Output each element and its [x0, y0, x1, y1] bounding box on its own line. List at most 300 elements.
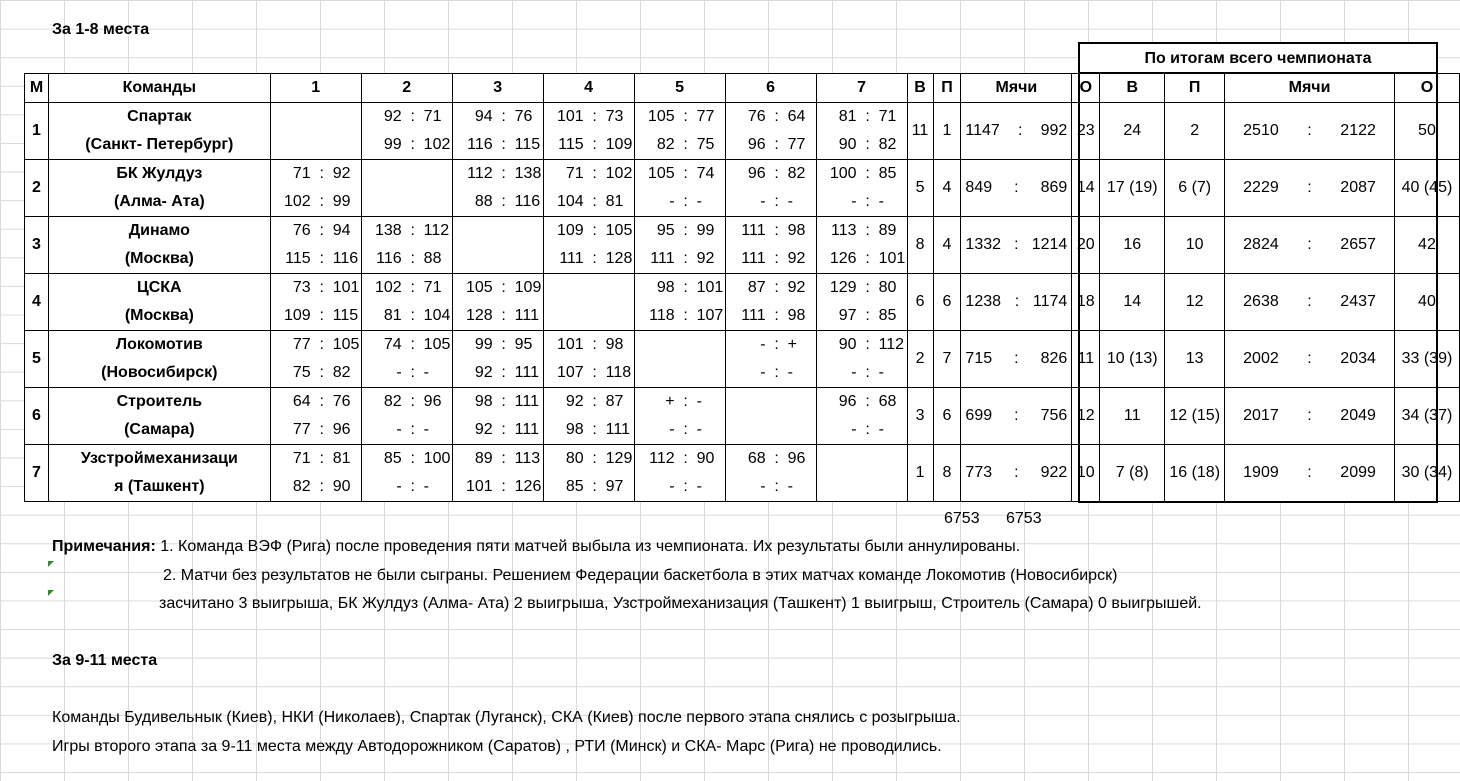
team-name-line-2: (Санкт- Петербург) [85, 136, 234, 153]
balls-for: 1238 [965, 293, 1002, 310]
match-score-cell [452, 388, 543, 445]
game-score: 105 : 109 [453, 274, 543, 302]
score-against: 92 [787, 250, 806, 267]
score-for: 98 [565, 421, 584, 438]
team-row [25, 160, 1460, 217]
game-score: 111 : 128 [544, 245, 634, 273]
score-against: - [696, 421, 702, 438]
header-m: М [25, 74, 49, 103]
balls-for: 849 [965, 179, 993, 196]
score-against: 87 [605, 393, 624, 410]
total-balls: 2824 : 2657 [1225, 217, 1395, 274]
score-against: 104 [423, 307, 451, 324]
score-against: 89 [878, 222, 897, 239]
score-for: - [851, 364, 857, 381]
match-score-cell [816, 274, 907, 331]
score-against: - [423, 421, 429, 438]
score-against: 96 [787, 450, 806, 467]
game-score: 128 : 111 [453, 302, 543, 330]
game-score: 82 : 96 [362, 388, 452, 416]
score-for: 90 [838, 336, 857, 353]
total-wins: 10 (13) [1100, 331, 1165, 388]
empty-self-cell [361, 160, 452, 217]
score-for: 104 [556, 193, 584, 210]
wins: 1 [907, 445, 933, 502]
score-for: 71 [292, 450, 311, 467]
place-number: 2 [25, 160, 49, 217]
total-balls: 1909 : 2099 [1225, 445, 1395, 502]
team-name-line-1: БК Жулдуз [116, 165, 203, 182]
score-against: 80 [878, 279, 897, 296]
total-balls: 2510 : 2122 [1225, 103, 1395, 160]
score-for: 116 [467, 136, 493, 153]
game-score: 116 : 88 [362, 245, 452, 273]
score-for: 95 [656, 222, 675, 239]
balls-against: 826 [1040, 350, 1068, 367]
score-for: 109 [283, 307, 311, 324]
total-balls-against: 2034 [1340, 350, 1376, 367]
score-against: 116 [514, 193, 541, 210]
match-score-cell [361, 274, 452, 331]
total-wins: 17 (19) [1100, 160, 1165, 217]
empty-self-cell [270, 103, 361, 160]
place-number: 6 [25, 388, 49, 445]
score-against: 109 [514, 279, 542, 296]
score-for: 112 [467, 165, 493, 182]
total-points: 33 (39) [1394, 331, 1459, 388]
score-for: 75 [292, 364, 311, 381]
score-against: 138 [514, 165, 542, 182]
score-against: - [878, 364, 884, 381]
wins: 6 [907, 274, 933, 331]
score-against: 74 [696, 165, 715, 182]
header-total-losses: П [1165, 74, 1225, 103]
match-score-cell [725, 331, 816, 388]
game-score: 80 : 129 [544, 445, 634, 473]
game-score: 92 : 87 [544, 388, 634, 416]
score-against: 98 [787, 222, 806, 239]
score-against: 101 [878, 250, 906, 267]
place-number: 3 [25, 217, 49, 274]
score-against: 77 [787, 136, 806, 153]
match-score-cell [725, 274, 816, 331]
score-for: 92 [383, 108, 402, 125]
score-for: 90 [838, 136, 857, 153]
score-against: 82 [787, 165, 806, 182]
score-against: - [696, 393, 702, 410]
total-losses: 12 (15) [1165, 388, 1225, 445]
total-balls: 2229 : 2087 [1225, 160, 1395, 217]
cell-comment-marker [48, 561, 54, 567]
score-for: 77 [292, 336, 311, 353]
balls-for: 715 [965, 350, 993, 367]
total-points: 40 (45) [1394, 160, 1459, 217]
score-against: 112 [423, 222, 450, 239]
score-for: 92 [474, 421, 493, 438]
header-col-5: 5 [634, 74, 725, 103]
team-name [48, 217, 270, 274]
score-against: 113 [514, 450, 541, 467]
score-for: 101 [556, 336, 584, 353]
total-losses: 16 (18) [1165, 445, 1225, 502]
header-wins: В [907, 74, 933, 103]
game-score: 68 : 96 [726, 445, 816, 473]
score-for: 88 [474, 193, 493, 210]
match-score-cell [816, 331, 907, 388]
game-score: 99 : 102 [362, 131, 452, 159]
score-for: - [760, 478, 766, 495]
score-for: 68 [747, 450, 766, 467]
match-score-cell [361, 103, 452, 160]
losses: 7 [933, 331, 961, 388]
score-for: 111 [741, 307, 766, 324]
header-team: Команды [48, 74, 270, 103]
team-name-line-1: ЦСКА [137, 279, 182, 296]
score-for: - [396, 364, 402, 381]
total-losses: 12 [1165, 274, 1225, 331]
points: 23 [1072, 103, 1100, 160]
game-score: 76 : 94 [271, 217, 361, 245]
total-balls-against: 2657 [1340, 236, 1376, 253]
score-for: 109 [556, 222, 584, 239]
game-score: 102 : 99 [271, 188, 361, 216]
total-losses: 6 (7) [1165, 160, 1225, 217]
score-for: 82 [656, 136, 675, 153]
team-name-line-1: Локомотив [115, 336, 203, 353]
score-for: 64 [292, 393, 311, 410]
score-for: 71 [565, 165, 584, 182]
place-number: 7 [25, 445, 49, 502]
score-for: 81 [838, 108, 857, 125]
game-score: 116 : 115 [453, 131, 543, 159]
header-losses: П [933, 74, 961, 103]
score-against: 112 [878, 336, 905, 353]
balls-against: 992 [1040, 122, 1068, 139]
team-name-line-2: (Самара) [124, 421, 195, 438]
total-losses: 2 [1165, 103, 1225, 160]
game-score: 98 : 111 [453, 388, 543, 416]
game-score: 98 : 111 [544, 416, 634, 444]
game-score: 73 : 101 [271, 274, 361, 302]
score-against: 115 [514, 136, 541, 153]
score-for: 96 [838, 393, 857, 410]
game-score: 101 : 126 [453, 473, 543, 501]
total-wins: 14 [1100, 274, 1165, 331]
score-against: - [696, 478, 702, 495]
place-number: 1 [25, 103, 49, 160]
game-score: 97 : 85 [817, 302, 907, 330]
score-against: 85 [878, 165, 897, 182]
score-against: 76 [332, 393, 351, 410]
empty-self-cell [634, 331, 725, 388]
score-against: 71 [423, 279, 442, 296]
match-score-cell [270, 217, 361, 274]
game-score: - : + [726, 331, 816, 359]
match-score-cell [270, 160, 361, 217]
section1-title: За 1-8 места [52, 21, 150, 38]
match-score-cell [543, 388, 634, 445]
score-for: 101 [465, 478, 493, 495]
total-losses: 10 [1165, 217, 1225, 274]
game-score: - : - [635, 473, 725, 501]
game-score: 111 : 98 [726, 217, 816, 245]
game-score: 90 : 82 [817, 131, 907, 159]
match-score-cell [725, 103, 816, 160]
score-against: 111 [514, 421, 539, 438]
game-score: 98 : 101 [635, 274, 725, 302]
losses: 6 [933, 274, 961, 331]
header-col-6: 6 [725, 74, 816, 103]
score-for: 98 [474, 393, 493, 410]
points: 12 [1072, 388, 1100, 445]
header-row [25, 74, 1460, 103]
game-score: - : - [726, 359, 816, 387]
game-score: 100 : 85 [817, 160, 907, 188]
score-against: - [787, 193, 793, 210]
score-against: 76 [514, 108, 533, 125]
game-score: 109 : 105 [544, 217, 634, 245]
score-against: 96 [423, 393, 442, 410]
score-for: - [669, 421, 675, 438]
match-score-cell [816, 388, 907, 445]
score-against: 98 [605, 336, 624, 353]
score-for: 82 [383, 393, 402, 410]
score-for: 113 [831, 222, 857, 239]
score-against: 92 [787, 279, 806, 296]
wins: 8 [907, 217, 933, 274]
note-2: 2. Матчи без результатов не были сыграны. Решением Федерации баскетбола в этих матчах команде Локомотив (Новосибирск) [163, 567, 1118, 584]
score-for: 105 [647, 165, 675, 182]
score-for: 111 [741, 222, 766, 239]
match-score-cell [270, 274, 361, 331]
total-points: 50 [1394, 103, 1459, 160]
score-against: - [878, 193, 884, 210]
balls: 1147 : 992 [961, 103, 1072, 160]
match-score-cell [634, 103, 725, 160]
score-against: 105 [423, 336, 451, 353]
score-for: 99 [383, 136, 402, 153]
balls-against: 1214 [1031, 236, 1068, 253]
points: 20 [1072, 217, 1100, 274]
game-score: 107 : 118 [544, 359, 634, 387]
total-balls-for: 2638 [1243, 293, 1279, 310]
score-against: - [423, 478, 429, 495]
score-against: 105 [605, 222, 633, 239]
game-score: 101 : 73 [544, 103, 634, 131]
score-against: 118 [605, 364, 632, 381]
balls-for: 1332 [965, 236, 1002, 253]
game-score: 96 : 68 [817, 388, 907, 416]
header-col-1: 1 [270, 74, 361, 103]
game-score: 87 : 92 [726, 274, 816, 302]
score-against: 101 [332, 279, 360, 296]
balls-against: 1174 [1032, 293, 1068, 310]
header-total-points: О [1394, 74, 1459, 103]
game-score: 94 : 76 [453, 103, 543, 131]
game-score: 90 : 112 [817, 331, 907, 359]
total-balls-against: 2437 [1340, 293, 1376, 310]
score-for: 76 [292, 222, 311, 239]
score-for: 94 [474, 108, 493, 125]
balls: 715 : 826 [961, 331, 1072, 388]
score-against: - [878, 421, 884, 438]
match-score-cell [543, 103, 634, 160]
balls-against: 756 [1040, 407, 1068, 424]
losses: 6 [933, 388, 961, 445]
points: 11 [1072, 331, 1100, 388]
game-score: 111 : 92 [726, 245, 816, 273]
game-score: 138 : 112 [362, 217, 452, 245]
total-balls-for: 2824 [1243, 236, 1279, 253]
total-wins: 7 (8) [1100, 445, 1165, 502]
score-for: - [760, 193, 766, 210]
score-against: 94 [332, 222, 351, 239]
game-score: 99 : 95 [453, 331, 543, 359]
team-name [48, 274, 270, 331]
team-row [25, 388, 1460, 445]
score-against: 107 [696, 307, 724, 324]
withdrawn-teams-line: Команды Будивельнык (Киев), НКИ (Николаев), Спартак (Луганск), СКА (Киев) после первого этапа снялись с розыгрыша. [52, 709, 961, 726]
match-score-cell [270, 388, 361, 445]
score-against: 92 [696, 250, 715, 267]
score-for: 80 [565, 450, 584, 467]
score-against: 73 [605, 108, 624, 125]
score-for: 92 [474, 364, 493, 381]
match-score-cell [543, 445, 634, 502]
team-name-line-2: (Новосибирск) [101, 364, 218, 381]
team-name-line-1: Спартак [127, 108, 192, 125]
game-score: 92 : 71 [362, 103, 452, 131]
match-score-cell [361, 331, 452, 388]
wins: 5 [907, 160, 933, 217]
section2-title: За 9-11 места [52, 652, 158, 669]
score-against: 128 [605, 250, 633, 267]
game-score: 71 : 81 [271, 445, 361, 473]
header-col-2: 2 [361, 74, 452, 103]
score-for: - [669, 193, 675, 210]
score-for: 73 [292, 279, 311, 296]
team-name-line-2: (Москва) [124, 250, 194, 267]
score-against: 111 [514, 393, 539, 410]
score-for: 74 [383, 336, 402, 353]
score-for: 112 [649, 450, 675, 467]
score-against: 88 [423, 250, 442, 267]
score-for: - [669, 478, 675, 495]
match-score-cell [270, 445, 361, 502]
team-row [25, 331, 1460, 388]
balls-against: 869 [1040, 179, 1068, 196]
match-score-cell [634, 388, 725, 445]
score-for: 129 [829, 279, 857, 296]
score-for: 111 [559, 250, 584, 267]
score-for: 89 [474, 450, 493, 467]
score-against: 115 [332, 307, 359, 324]
score-for: 85 [383, 450, 402, 467]
game-score: 96 : 82 [726, 160, 816, 188]
match-score-cell [452, 274, 543, 331]
total-balls-against: 2087 [1340, 179, 1376, 196]
header-total-balls: Мячи [1225, 74, 1395, 103]
score-against: - [696, 193, 702, 210]
game-score: + : - [635, 388, 725, 416]
score-against: 92 [332, 165, 351, 182]
score-against: 129 [605, 450, 633, 467]
score-against: 111 [514, 364, 539, 381]
score-for: - [851, 421, 857, 438]
header-total-wins: В [1100, 74, 1165, 103]
game-score: 71 : 102 [544, 160, 634, 188]
score-against: 71 [423, 108, 442, 125]
match-score-cell [361, 217, 452, 274]
score-for: 102 [374, 279, 402, 296]
total-balls-for: 2510 [1243, 122, 1279, 139]
game-score: 126 : 101 [817, 245, 907, 273]
match-score-cell [361, 388, 452, 445]
match-score-cell [634, 445, 725, 502]
game-score: 113 : 89 [817, 217, 907, 245]
game-score: 74 : 105 [362, 331, 452, 359]
score-against: 82 [332, 364, 351, 381]
game-score: - : - [635, 188, 725, 216]
header-col-7: 7 [816, 74, 907, 103]
game-score: 102 : 71 [362, 274, 452, 302]
game-score: - : - [635, 416, 725, 444]
game-score: 118 : 107 [635, 302, 725, 330]
total-balls: 2017 : 2049 [1225, 388, 1395, 445]
team-name [48, 103, 270, 160]
score-for: 138 [374, 222, 402, 239]
game-score: 92 : 111 [453, 416, 543, 444]
score-for: 96 [747, 136, 766, 153]
score-for: - [760, 364, 766, 381]
score-against: 116 [332, 250, 359, 267]
wins: 11 [907, 103, 933, 160]
points: 10 [1072, 445, 1100, 502]
score-for: 118 [649, 307, 675, 324]
game-score: - : - [817, 188, 907, 216]
score-against: 97 [605, 478, 624, 495]
score-against: 99 [332, 193, 351, 210]
score-against: 111 [605, 421, 630, 438]
score-against: 111 [514, 307, 539, 324]
total-championship-header: По итогам всего чемпионата [1078, 42, 1438, 72]
game-score: 111 : 98 [726, 302, 816, 330]
note-1 [52, 538, 1020, 556]
game-score: 101 : 98 [544, 331, 634, 359]
standings-table [24, 73, 1460, 502]
score-against: 101 [696, 279, 724, 296]
game-score: 112 : 90 [635, 445, 725, 473]
score-against: - [787, 364, 793, 381]
score-against: 95 [514, 336, 533, 353]
game-score: 111 : 92 [635, 245, 725, 273]
score-for: 77 [292, 421, 311, 438]
score-for: 101 [556, 108, 584, 125]
team-name [48, 160, 270, 217]
score-for: 97 [838, 307, 857, 324]
game-score: 92 : 111 [453, 359, 543, 387]
game-score: 115 : 116 [271, 245, 361, 273]
game-score: 71 : 92 [271, 160, 361, 188]
unplayed-games-line: Игры второго этапа за 9-11 места между Автодорожником (Саратов) , РТИ (Минск) и СКА- Марс (Рига) не проводились. [52, 738, 942, 755]
game-score: 81 : 104 [362, 302, 452, 330]
game-score: - : - [726, 473, 816, 501]
team-row [25, 445, 1460, 502]
score-for: 128 [465, 307, 493, 324]
score-against: 126 [514, 478, 542, 495]
empty-self-cell [543, 274, 634, 331]
balls-for: 699 [965, 407, 993, 424]
